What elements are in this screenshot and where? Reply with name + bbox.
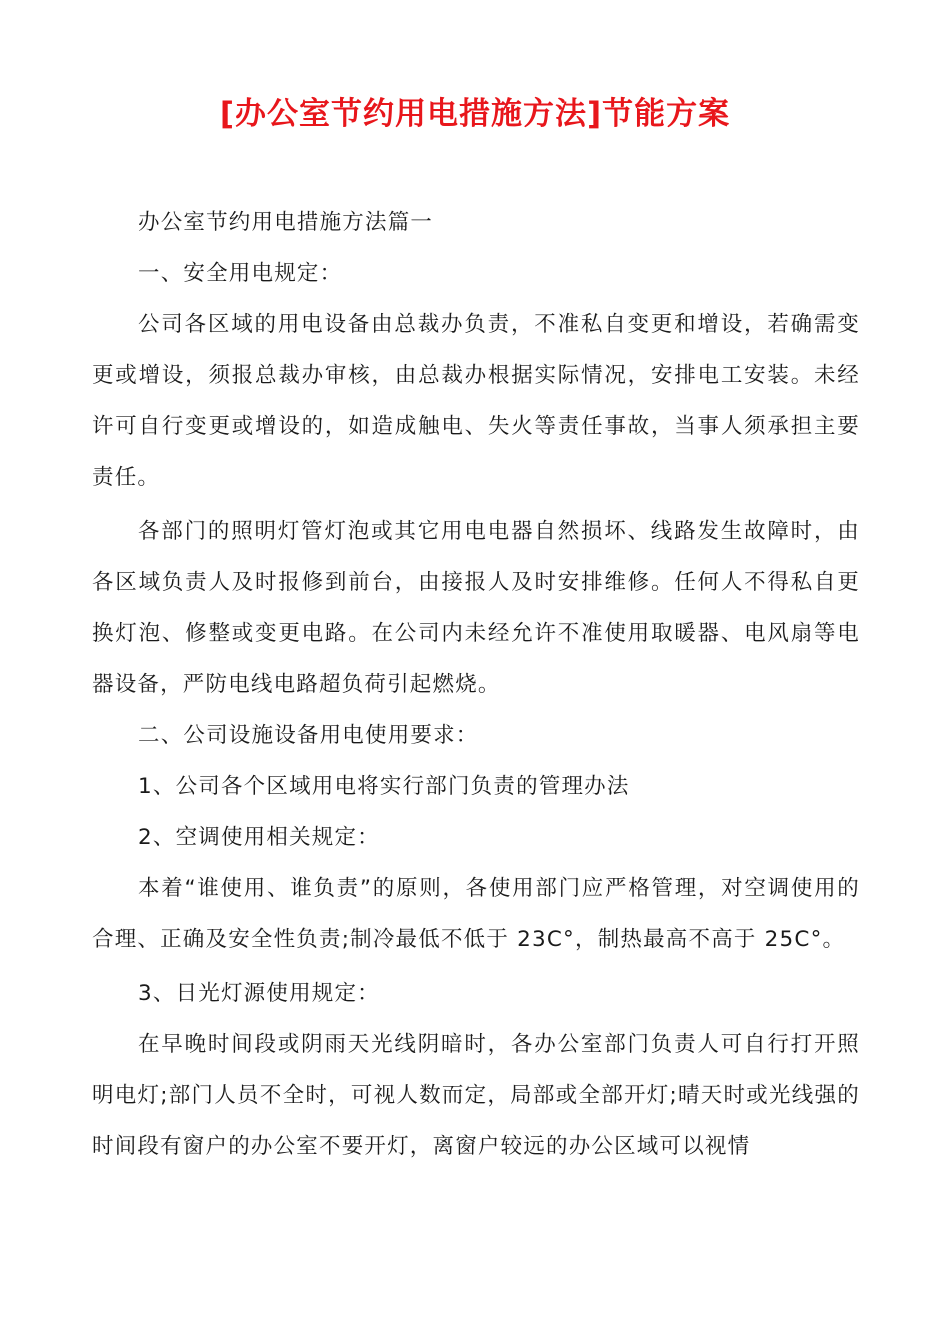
document-body [92,197,860,1172]
list-item: 2、空调使用相关规定： [138,825,380,850]
body-paragraph: 公司各区域的用电设备由总裁办负责，不准私自变更和增设，若确需变更或增设，须报总裁办审核，由总裁办根据实际情况，安排电工安装。未经许可自行变更或增设的，如造成触电、失火等责任事故，当事人须承担主要责任。 [92,312,860,490]
body-paragraph: 在早晚时间段或阴雨天光线阴暗时，各办公室部门负责人可自行打开照明电灯;部门人员不全时，可视人数而定，局部或全部开灯;晴天时或光线强的时间段有窗户的办公室不要开灯，离窗户较远的办公区域可以视情 [92,1032,860,1159]
document-title: [办公室节约用电措施方法]节能方案 [219,96,731,132]
subsection-heading: 二、公司设施设备用电使用要求： [138,723,479,748]
list-item: 3、日光灯源使用规定： [138,981,380,1006]
section-heading: 办公室节约用电措施方法篇一 [138,210,434,235]
list-item: 1、公司各个区域用电将实行部门负责的管理办法 [138,774,630,799]
body-paragraph: 各部门的照明灯管灯泡或其它用电电器自然损坏、线路发生故障时，由各区域负责人及时报修到前台，由接报人及时安排维修。任何人不得私自更换灯泡、修整或变更电路。在公司内未经允许不准使用取暖器、电风扇等电器设备，严防电线电路超负荷引起燃烧。 [92,519,860,697]
body-paragraph: 本着“谁使用、谁负责”的原则，各使用部门应严格管理，对空调使用的合理、正确及安全性负责;制冷最低不低于 23C°，制热最高不高于 25C°。 [92,876,860,952]
subsection-heading: 一、安全用电规定： [138,261,343,286]
